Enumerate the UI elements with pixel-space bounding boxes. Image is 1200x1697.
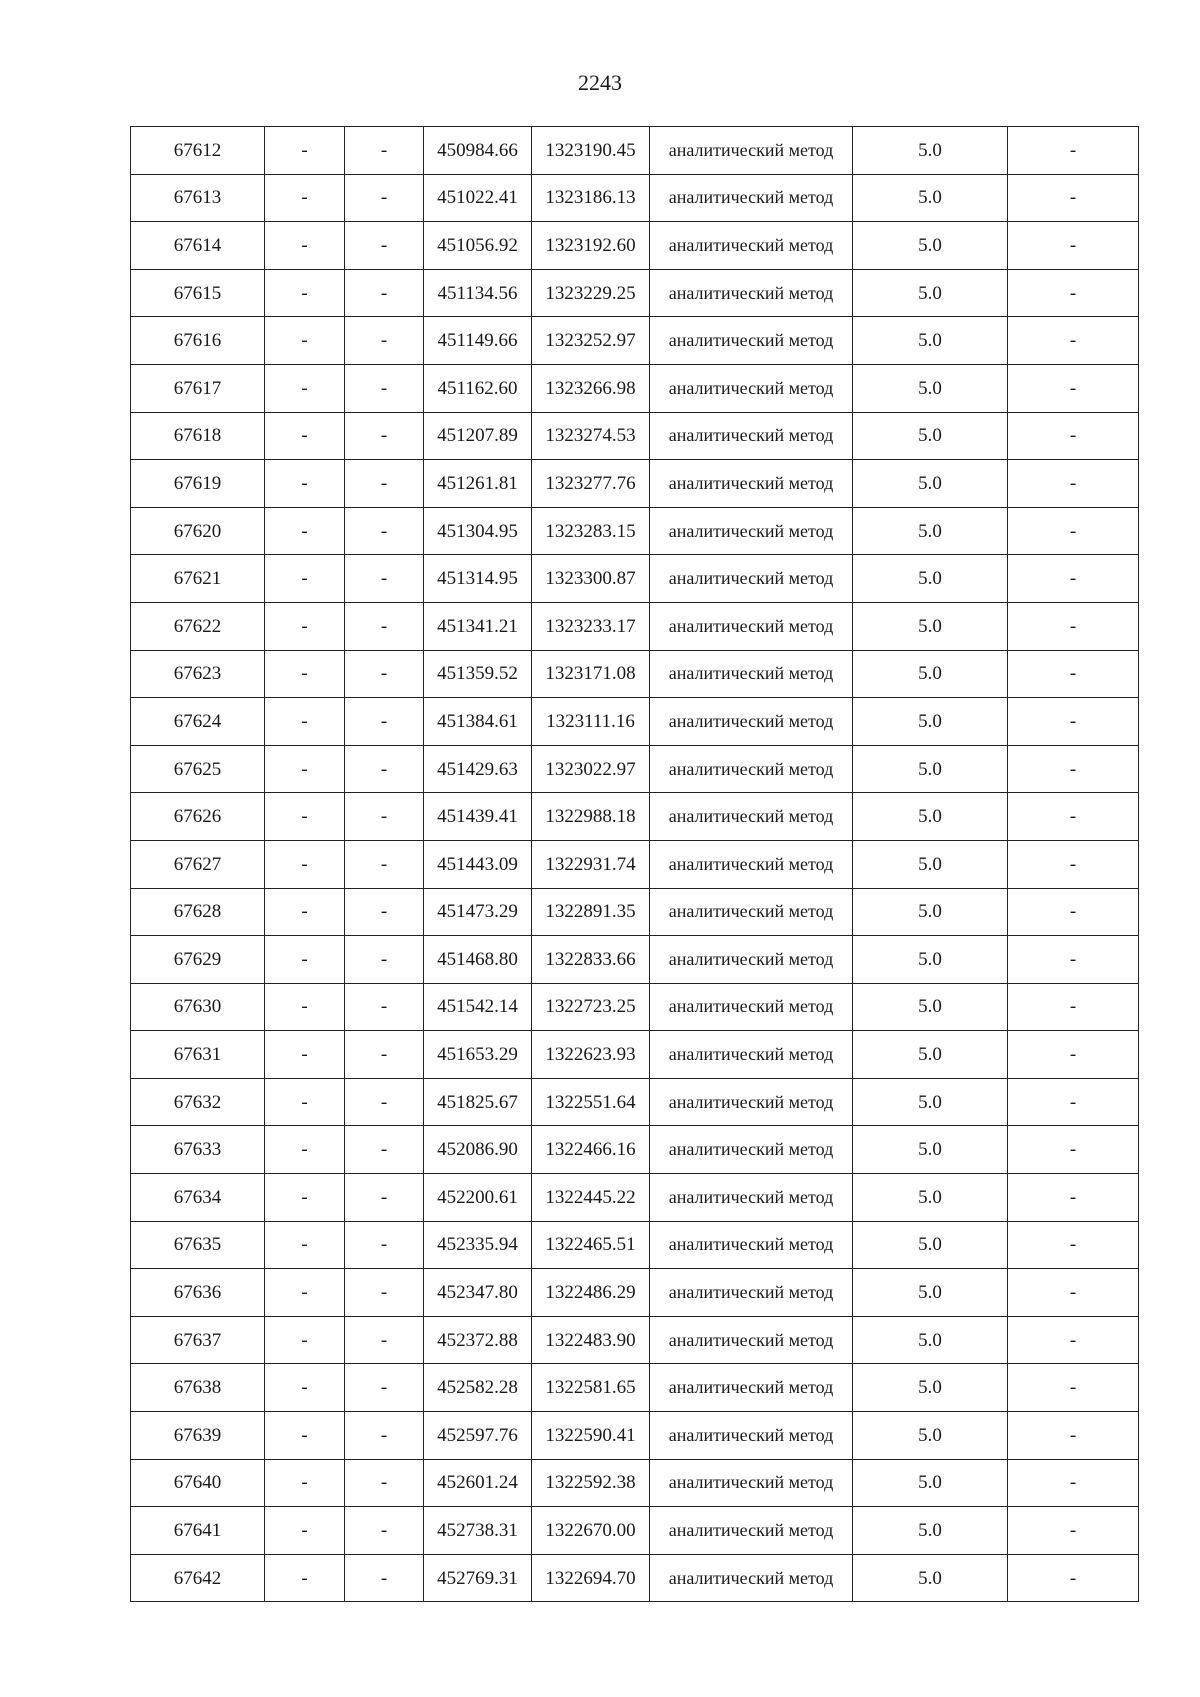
point-id-cell: 67620 [131,507,265,555]
empty-dash-cell: - [345,888,424,936]
empty-dash-cell: - [345,174,424,222]
point-id-cell: 67626 [131,793,265,841]
method-cell: аналитический метод [650,412,853,460]
table-row [131,936,1139,984]
table-row [131,1126,1139,1174]
y-coordinate-cell: 1323252.97 [532,317,650,365]
x-coordinate-cell: 452769.31 [424,1554,532,1602]
accuracy-cell: 5.0 [853,1316,1008,1364]
empty-dash-cell: - [1008,1316,1139,1364]
empty-dash-cell: - [345,698,424,746]
x-coordinate-cell: 452347.80 [424,1269,532,1317]
empty-dash-cell: - [345,745,424,793]
x-coordinate-cell: 451439.41 [424,793,532,841]
method-cell: аналитический метод [650,888,853,936]
table-row [131,1459,1139,1507]
empty-dash-cell: - [345,1364,424,1412]
empty-dash-cell: - [1008,602,1139,650]
empty-dash-cell: - [1008,745,1139,793]
table-row [131,1269,1139,1317]
table-row [131,507,1139,555]
x-coordinate-cell: 451443.09 [424,840,532,888]
table-row [131,888,1139,936]
method-cell: аналитический метод [650,840,853,888]
empty-dash-cell: - [345,1078,424,1126]
table-row [131,1507,1139,1555]
table-row [131,1412,1139,1460]
point-id-cell: 67612 [131,127,265,175]
accuracy-cell: 5.0 [853,412,1008,460]
x-coordinate-cell: 451207.89 [424,412,532,460]
x-coordinate-cell: 451341.21 [424,602,532,650]
method-cell: аналитический метод [650,317,853,365]
x-coordinate-cell: 451384.61 [424,698,532,746]
x-coordinate-cell: 452335.94 [424,1221,532,1269]
method-cell: аналитический метод [650,555,853,603]
accuracy-cell: 5.0 [853,745,1008,793]
empty-dash-cell: - [265,1221,345,1269]
y-coordinate-cell: 1323283.15 [532,507,650,555]
empty-dash-cell: - [265,127,345,175]
point-id-cell: 67642 [131,1554,265,1602]
x-coordinate-cell: 451134.56 [424,269,532,317]
y-coordinate-cell: 1322931.74 [532,840,650,888]
point-id-cell: 67637 [131,1316,265,1364]
method-cell: аналитический метод [650,602,853,650]
point-id-cell: 67632 [131,1078,265,1126]
y-coordinate-cell: 1322466.16 [532,1126,650,1174]
table-row [131,222,1139,270]
method-cell: аналитический метод [650,507,853,555]
empty-dash-cell: - [265,1078,345,1126]
method-cell: аналитический метод [650,1316,853,1364]
x-coordinate-cell: 452200.61 [424,1174,532,1222]
point-id-cell: 67616 [131,317,265,365]
empty-dash-cell: - [345,460,424,508]
method-cell: аналитический метод [650,698,853,746]
x-coordinate-cell: 451359.52 [424,650,532,698]
x-coordinate-cell: 451022.41 [424,174,532,222]
point-id-cell: 67622 [131,602,265,650]
empty-dash-cell: - [345,1554,424,1602]
empty-dash-cell: - [1008,127,1139,175]
empty-dash-cell: - [265,460,345,508]
table-row [131,793,1139,841]
x-coordinate-cell: 452372.88 [424,1316,532,1364]
empty-dash-cell: - [265,1316,345,1364]
accuracy-cell: 5.0 [853,507,1008,555]
empty-dash-cell: - [1008,793,1139,841]
empty-dash-cell: - [345,983,424,1031]
empty-dash-cell: - [265,555,345,603]
table-row [131,269,1139,317]
empty-dash-cell: - [265,1412,345,1460]
empty-dash-cell: - [265,1364,345,1412]
empty-dash-cell: - [265,1459,345,1507]
method-cell: аналитический метод [650,127,853,175]
empty-dash-cell: - [265,412,345,460]
accuracy-cell: 5.0 [853,840,1008,888]
y-coordinate-cell: 1322670.00 [532,1507,650,1555]
empty-dash-cell: - [265,888,345,936]
y-coordinate-cell: 1322833.66 [532,936,650,984]
point-id-cell: 67613 [131,174,265,222]
method-cell: аналитический метод [650,1459,853,1507]
empty-dash-cell: - [1008,460,1139,508]
empty-dash-cell: - [1008,269,1139,317]
y-coordinate-cell: 1322592.38 [532,1459,650,1507]
x-coordinate-cell: 451473.29 [424,888,532,936]
x-coordinate-cell: 451825.67 [424,1078,532,1126]
empty-dash-cell: - [265,317,345,365]
accuracy-cell: 5.0 [853,602,1008,650]
table-row [131,983,1139,1031]
accuracy-cell: 5.0 [853,174,1008,222]
accuracy-cell: 5.0 [853,222,1008,270]
accuracy-cell: 5.0 [853,1412,1008,1460]
empty-dash-cell: - [345,222,424,270]
accuracy-cell: 5.0 [853,1459,1008,1507]
table-row [131,555,1139,603]
empty-dash-cell: - [345,555,424,603]
empty-dash-cell: - [1008,1078,1139,1126]
y-coordinate-cell: 1322465.51 [532,1221,650,1269]
empty-dash-cell: - [345,793,424,841]
method-cell: аналитический метод [650,1126,853,1174]
empty-dash-cell: - [265,1174,345,1222]
empty-dash-cell: - [265,1031,345,1079]
y-coordinate-cell: 1322551.64 [532,1078,650,1126]
empty-dash-cell: - [345,1126,424,1174]
y-coordinate-cell: 1322581.65 [532,1364,650,1412]
method-cell: аналитический метод [650,269,853,317]
table-row [131,174,1139,222]
empty-dash-cell: - [1008,936,1139,984]
empty-dash-cell: - [345,317,424,365]
empty-dash-cell: - [265,840,345,888]
empty-dash-cell: - [1008,1126,1139,1174]
empty-dash-cell: - [1008,1031,1139,1079]
method-cell: аналитический метод [650,1078,853,1126]
point-id-cell: 67628 [131,888,265,936]
point-id-cell: 67625 [131,745,265,793]
empty-dash-cell: - [1008,1364,1139,1412]
empty-dash-cell: - [1008,364,1139,412]
empty-dash-cell: - [345,1459,424,1507]
empty-dash-cell: - [265,1507,345,1555]
empty-dash-cell: - [1008,317,1139,365]
method-cell: аналитический метод [650,174,853,222]
method-cell: аналитический метод [650,1221,853,1269]
method-cell: аналитический метод [650,793,853,841]
empty-dash-cell: - [265,650,345,698]
empty-dash-cell: - [345,1412,424,1460]
table-row [131,1221,1139,1269]
method-cell: аналитический метод [650,1507,853,1555]
point-id-cell: 67618 [131,412,265,460]
empty-dash-cell: - [1008,507,1139,555]
method-cell: аналитический метод [650,1269,853,1317]
point-id-cell: 67617 [131,364,265,412]
empty-dash-cell: - [265,507,345,555]
empty-dash-cell: - [1008,222,1139,270]
method-cell: аналитический метод [650,364,853,412]
accuracy-cell: 5.0 [853,793,1008,841]
table-row [131,698,1139,746]
y-coordinate-cell: 1322623.93 [532,1031,650,1079]
accuracy-cell: 5.0 [853,1174,1008,1222]
method-cell: аналитический метод [650,1412,853,1460]
accuracy-cell: 5.0 [853,1507,1008,1555]
empty-dash-cell: - [1008,840,1139,888]
empty-dash-cell: - [1008,983,1139,1031]
accuracy-cell: 5.0 [853,983,1008,1031]
empty-dash-cell: - [265,983,345,1031]
point-id-cell: 67621 [131,555,265,603]
empty-dash-cell: - [265,698,345,746]
method-cell: аналитический метод [650,983,853,1031]
y-coordinate-cell: 1322590.41 [532,1412,650,1460]
table-row [131,650,1139,698]
x-coordinate-cell: 451261.81 [424,460,532,508]
point-id-cell: 67635 [131,1221,265,1269]
table-row [131,840,1139,888]
x-coordinate-cell: 452738.31 [424,1507,532,1555]
point-id-cell: 67641 [131,1507,265,1555]
table-row [131,745,1139,793]
empty-dash-cell: - [345,507,424,555]
empty-dash-cell: - [345,1507,424,1555]
empty-dash-cell: - [1008,412,1139,460]
x-coordinate-cell: 450984.66 [424,127,532,175]
empty-dash-cell: - [345,1269,424,1317]
empty-dash-cell: - [1008,698,1139,746]
y-coordinate-cell: 1323266.98 [532,364,650,412]
empty-dash-cell: - [345,1031,424,1079]
empty-dash-cell: - [345,1221,424,1269]
y-coordinate-cell: 1323171.08 [532,650,650,698]
point-id-cell: 67623 [131,650,265,698]
point-id-cell: 67630 [131,983,265,1031]
empty-dash-cell: - [1008,888,1139,936]
empty-dash-cell: - [1008,1554,1139,1602]
x-coordinate-cell: 451429.63 [424,745,532,793]
method-cell: аналитический метод [650,745,853,793]
point-id-cell: 67629 [131,936,265,984]
empty-dash-cell: - [1008,1507,1139,1555]
accuracy-cell: 5.0 [853,1221,1008,1269]
y-coordinate-cell: 1323192.60 [532,222,650,270]
table-row [131,1031,1139,1079]
x-coordinate-cell: 452086.90 [424,1126,532,1174]
accuracy-cell: 5.0 [853,460,1008,508]
empty-dash-cell: - [345,650,424,698]
y-coordinate-cell: 1323233.17 [532,602,650,650]
empty-dash-cell: - [1008,650,1139,698]
method-cell: аналитический метод [650,650,853,698]
accuracy-cell: 5.0 [853,1031,1008,1079]
empty-dash-cell: - [345,936,424,984]
y-coordinate-cell: 1322891.35 [532,888,650,936]
table-row [131,1554,1139,1602]
accuracy-cell: 5.0 [853,317,1008,365]
y-coordinate-cell: 1322723.25 [532,983,650,1031]
y-coordinate-cell: 1322694.70 [532,1554,650,1602]
y-coordinate-cell: 1322445.22 [532,1174,650,1222]
empty-dash-cell: - [1008,1174,1139,1222]
point-id-cell: 67640 [131,1459,265,1507]
table-row [131,1364,1139,1412]
empty-dash-cell: - [1008,174,1139,222]
x-coordinate-cell: 452601.24 [424,1459,532,1507]
table-row [131,1174,1139,1222]
empty-dash-cell: - [265,793,345,841]
point-id-cell: 67639 [131,1412,265,1460]
table-row [131,364,1139,412]
accuracy-cell: 5.0 [853,1554,1008,1602]
y-coordinate-cell: 1323190.45 [532,127,650,175]
empty-dash-cell: - [265,1126,345,1174]
point-id-cell: 67624 [131,698,265,746]
accuracy-cell: 5.0 [853,1364,1008,1412]
method-cell: аналитический метод [650,222,853,270]
empty-dash-cell: - [265,745,345,793]
point-id-cell: 67634 [131,1174,265,1222]
x-coordinate-cell: 451162.60 [424,364,532,412]
method-cell: аналитический метод [650,1174,853,1222]
empty-dash-cell: - [1008,1221,1139,1269]
x-coordinate-cell: 451304.95 [424,507,532,555]
empty-dash-cell: - [1008,1269,1139,1317]
x-coordinate-cell: 451542.14 [424,983,532,1031]
empty-dash-cell: - [345,364,424,412]
empty-dash-cell: - [265,222,345,270]
empty-dash-cell: - [265,936,345,984]
table-row [131,602,1139,650]
y-coordinate-cell: 1322483.90 [532,1316,650,1364]
table-row [131,460,1139,508]
accuracy-cell: 5.0 [853,1126,1008,1174]
table-row [131,317,1139,365]
empty-dash-cell: - [345,602,424,650]
y-coordinate-cell: 1323022.97 [532,745,650,793]
method-cell: аналитический метод [650,1031,853,1079]
x-coordinate-cell: 452582.28 [424,1364,532,1412]
point-id-cell: 67636 [131,1269,265,1317]
point-id-cell: 67619 [131,460,265,508]
table-row [131,1316,1139,1364]
table-row [131,127,1139,175]
x-coordinate-cell: 451056.92 [424,222,532,270]
empty-dash-cell: - [345,127,424,175]
empty-dash-cell: - [1008,555,1139,603]
accuracy-cell: 5.0 [853,364,1008,412]
point-id-cell: 67615 [131,269,265,317]
x-coordinate-cell: 452597.76 [424,1412,532,1460]
point-id-cell: 67631 [131,1031,265,1079]
empty-dash-cell: - [1008,1459,1139,1507]
empty-dash-cell: - [265,1269,345,1317]
accuracy-cell: 5.0 [853,650,1008,698]
table-body [131,127,1139,1602]
method-cell: аналитический метод [650,936,853,984]
y-coordinate-cell: 1323111.16 [532,698,650,746]
accuracy-cell: 5.0 [853,936,1008,984]
y-coordinate-cell: 1323274.53 [532,412,650,460]
empty-dash-cell: - [345,269,424,317]
empty-dash-cell: - [265,364,345,412]
method-cell: аналитический метод [650,460,853,508]
y-coordinate-cell: 1323186.13 [532,174,650,222]
y-coordinate-cell: 1322988.18 [532,793,650,841]
x-coordinate-cell: 451314.95 [424,555,532,603]
empty-dash-cell: - [345,1174,424,1222]
accuracy-cell: 5.0 [853,698,1008,746]
y-coordinate-cell: 1323229.25 [532,269,650,317]
coordinates-table [130,126,1139,1602]
empty-dash-cell: - [265,1554,345,1602]
accuracy-cell: 5.0 [853,269,1008,317]
accuracy-cell: 5.0 [853,127,1008,175]
page-number: 2243 [578,70,622,95]
accuracy-cell: 5.0 [853,1078,1008,1126]
method-cell: аналитический метод [650,1554,853,1602]
point-id-cell: 67627 [131,840,265,888]
empty-dash-cell: - [345,1316,424,1364]
accuracy-cell: 5.0 [853,888,1008,936]
accuracy-cell: 5.0 [853,555,1008,603]
empty-dash-cell: - [265,269,345,317]
y-coordinate-cell: 1323300.87 [532,555,650,603]
point-id-cell: 67633 [131,1126,265,1174]
empty-dash-cell: - [345,840,424,888]
point-id-cell: 67614 [131,222,265,270]
empty-dash-cell: - [1008,1412,1139,1460]
empty-dash-cell: - [265,602,345,650]
x-coordinate-cell: 451149.66 [424,317,532,365]
x-coordinate-cell: 451468.80 [424,936,532,984]
table-row [131,1078,1139,1126]
empty-dash-cell: - [265,174,345,222]
y-coordinate-cell: 1323277.76 [532,460,650,508]
empty-dash-cell: - [345,412,424,460]
table-row [131,412,1139,460]
point-id-cell: 67638 [131,1364,265,1412]
x-coordinate-cell: 451653.29 [424,1031,532,1079]
y-coordinate-cell: 1322486.29 [532,1269,650,1317]
method-cell: аналитический метод [650,1364,853,1412]
accuracy-cell: 5.0 [853,1269,1008,1317]
